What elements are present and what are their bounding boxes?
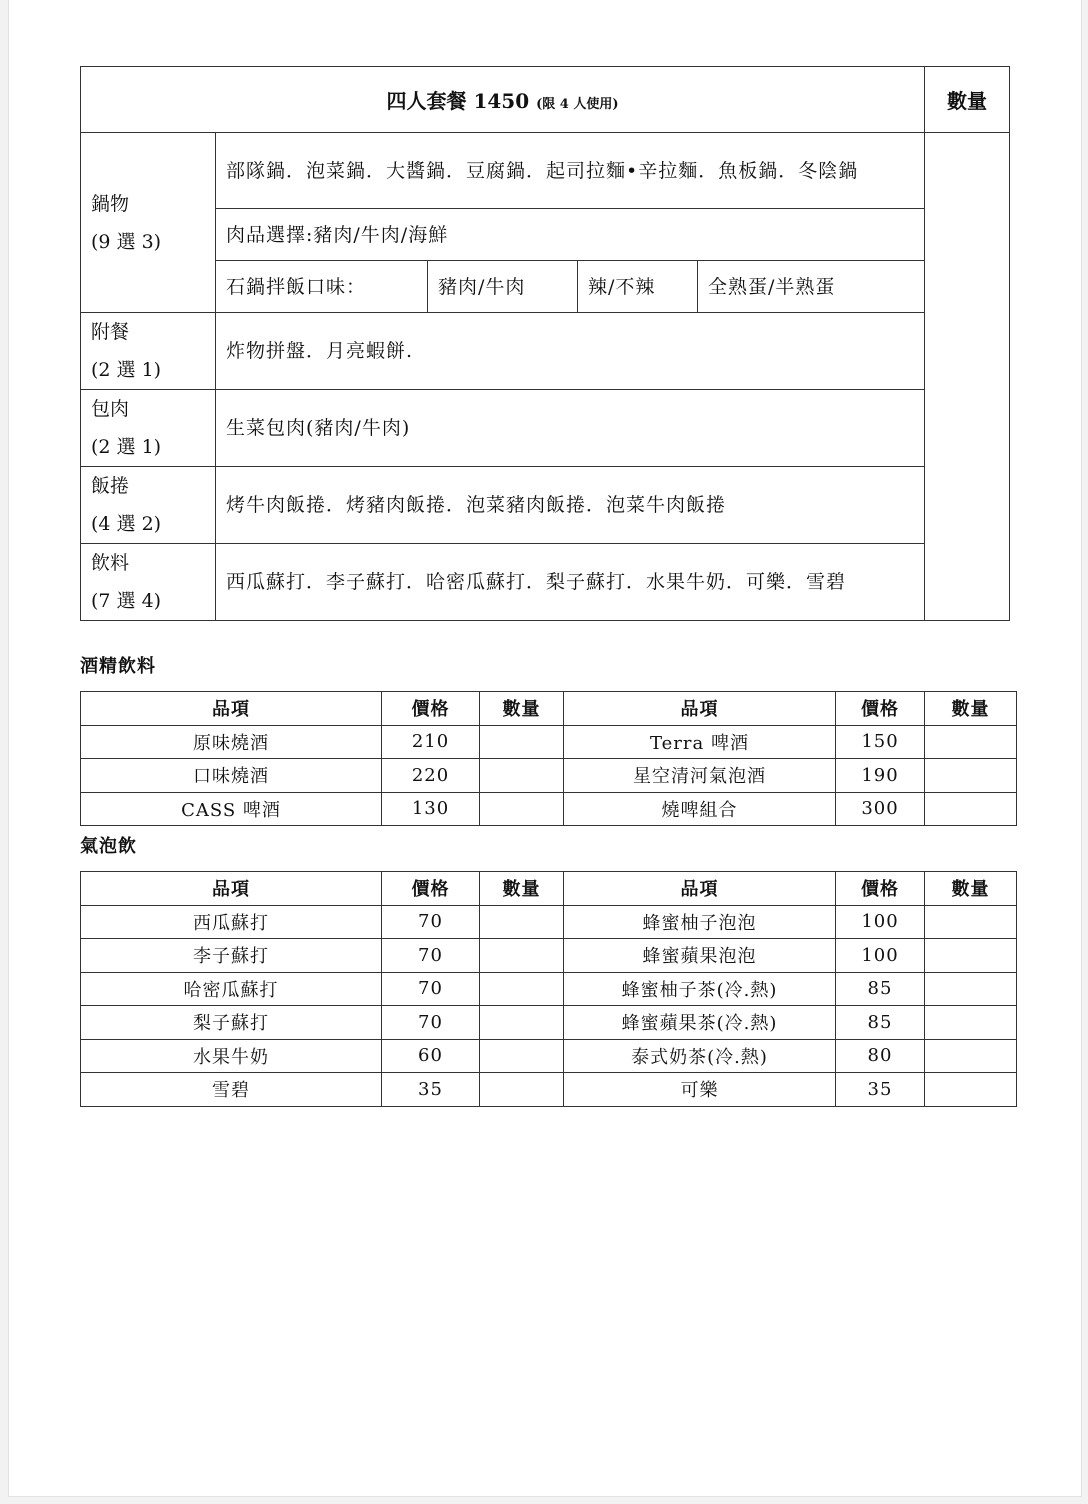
soda-header-row	[81, 872, 1017, 906]
soda-price-left: 70	[382, 939, 480, 973]
roll-category: 飯捲	[91, 475, 130, 497]
alcohol-table	[80, 691, 1017, 826]
alcohol-item-right: Terra 啤酒	[564, 725, 836, 759]
soda-price-right: 80	[836, 1039, 925, 1073]
alcohol-qty-right[interactable]	[925, 725, 1017, 759]
soda-item-left: 梨子蘇打	[81, 1006, 382, 1040]
hotpot-options: 部隊鍋．泡菜鍋．大醬鍋．豆腐鍋．起司拉麵•辛拉麵．魚板鍋．冬陰鍋	[216, 133, 925, 209]
side-options: 炸物拼盤．月亮蝦餅.	[216, 313, 925, 390]
alcohol-item-left: 原味燒酒	[81, 725, 382, 759]
table-row	[81, 1039, 1017, 1073]
roll-category-cell	[81, 467, 216, 544]
soda-price-left: 60	[382, 1039, 480, 1073]
soda-item-left: 西瓜蘇打	[81, 905, 382, 939]
table-row	[81, 725, 1017, 759]
alcohol-header-qty-right: 數量	[925, 692, 1017, 726]
wrap-category-cell	[81, 390, 216, 467]
soda-qty-right[interactable]	[925, 939, 1017, 973]
soda-header-qty-left: 數量	[480, 872, 564, 906]
alcohol-price-left: 130	[382, 792, 480, 826]
soda-item-right: 可樂	[564, 1073, 836, 1107]
soda-qty-right[interactable]	[925, 905, 1017, 939]
soda-qty-right[interactable]	[925, 1039, 1017, 1073]
soda-price-right: 85	[836, 972, 925, 1006]
alcohol-price-left: 220	[382, 759, 480, 793]
soda-item-right: 蜂蜜柚子泡泡	[564, 905, 836, 939]
soda-price-right: 35	[836, 1073, 925, 1107]
alcohol-header-row	[81, 692, 1017, 726]
alcohol-item-right: 燒啤組合	[564, 792, 836, 826]
soda-qty-left[interactable]	[480, 905, 564, 939]
set-menu-table	[80, 66, 1010, 621]
table-row	[81, 972, 1017, 1006]
soda-header-price-right: 價格	[836, 872, 925, 906]
alcohol-item-left: CASS 啤酒	[81, 792, 382, 826]
set-qty-header: 數量	[925, 67, 1010, 133]
alcohol-price-right: 300	[836, 792, 925, 826]
soda-qty-left[interactable]	[480, 1006, 564, 1040]
alcohol-price-right: 190	[836, 759, 925, 793]
soda-price-left: 70	[382, 1006, 480, 1040]
soda-header-qty-right: 數量	[925, 872, 1017, 906]
soda-header-item-right: 品項	[564, 872, 836, 906]
soda-qty-right[interactable]	[925, 1006, 1017, 1040]
set-title: 四人套餐 1450	[386, 89, 530, 113]
soda-qty-left[interactable]	[480, 1039, 564, 1073]
wrap-options: 生菜包肉(豬肉/牛肉)	[216, 390, 925, 467]
soda-item-left: 雪碧	[81, 1073, 382, 1107]
soda-price-right: 100	[836, 905, 925, 939]
menu-page	[8, 0, 1082, 1497]
alcohol-item-left: 口味燒酒	[81, 759, 382, 793]
bibimbap-spicy: 辣/不辣	[578, 261, 698, 313]
soda-price-left: 70	[382, 972, 480, 1006]
alcohol-price-left: 210	[382, 725, 480, 759]
table-row	[81, 939, 1017, 973]
wrap-rule: (2 選 1)	[91, 436, 162, 458]
soda-header-price-left: 價格	[382, 872, 480, 906]
set-qty-cell[interactable]	[925, 133, 1010, 621]
alcohol-qty-right[interactable]	[925, 759, 1017, 793]
soda-item-left: 哈密瓜蘇打	[81, 972, 382, 1006]
alcohol-price-right: 150	[836, 725, 925, 759]
soda-price-right: 100	[836, 939, 925, 973]
alcohol-header-price-right: 價格	[836, 692, 925, 726]
table-row	[81, 905, 1017, 939]
soda-qty-left[interactable]	[480, 939, 564, 973]
hotpot-category-cell	[81, 133, 216, 313]
soda-item-right: 泰式奶茶(冷.熱)	[564, 1039, 836, 1073]
set-title-note: (限 4 人使用)	[536, 97, 619, 112]
side-category-cell	[81, 313, 216, 390]
drink-options: 西瓜蘇打．李子蘇打．哈密瓜蘇打．梨子蘇打．水果牛奶．可樂．雪碧	[216, 544, 925, 621]
alcohol-header-item-right: 品項	[564, 692, 836, 726]
table-row	[81, 759, 1017, 793]
set-title-cell	[81, 67, 925, 133]
roll-options: 烤牛肉飯捲．烤豬肉飯捲．泡菜豬肉飯捲．泡菜牛肉飯捲	[216, 467, 925, 544]
hotpot-category: 鍋物	[91, 192, 130, 215]
alcohol-header-qty-left: 數量	[480, 692, 564, 726]
soda-item-right: 蜂蜜柚子茶(冷.熱)	[564, 972, 836, 1006]
bibimbap-label: 石鍋拌飯口味：	[216, 261, 428, 313]
alcohol-qty-left[interactable]	[480, 725, 564, 759]
roll-rule: (4 選 2)	[91, 513, 162, 535]
soda-header-item-left: 品項	[81, 872, 382, 906]
drink-rule: (7 選 4)	[91, 590, 162, 612]
soda-table	[80, 871, 1017, 1107]
wrap-category: 包肉	[91, 398, 130, 420]
table-row	[81, 1006, 1017, 1040]
side-rule: (2 選 1)	[91, 359, 162, 381]
soda-item-left: 李子蘇打	[81, 939, 382, 973]
soda-qty-right[interactable]	[925, 1073, 1017, 1107]
soda-price-left: 35	[382, 1073, 480, 1107]
hotpot-rule: (9 選 3)	[91, 230, 162, 253]
soda-price-right: 85	[836, 1006, 925, 1040]
soda-item-left: 水果牛奶	[81, 1039, 382, 1073]
alcohol-qty-right[interactable]	[925, 792, 1017, 826]
drink-category-cell	[81, 544, 216, 621]
table-row	[81, 1073, 1017, 1107]
soda-qty-left[interactable]	[480, 1073, 564, 1107]
hotpot-meat: 肉品選擇:豬肉/牛肉/海鮮	[216, 209, 925, 261]
soda-qty-right[interactable]	[925, 972, 1017, 1006]
soda-item-right: 蜂蜜蘋果茶(冷.熱)	[564, 1006, 836, 1040]
soda-title: 氣泡飲	[80, 836, 137, 857]
alcohol-qty-left[interactable]	[480, 792, 564, 826]
alcohol-qty-left[interactable]	[480, 759, 564, 793]
soda-item-right: 蜂蜜蘋果泡泡	[564, 939, 836, 973]
alcohol-header-item-left: 品項	[81, 692, 382, 726]
soda-qty-left[interactable]	[480, 972, 564, 1006]
drink-category: 飲料	[91, 552, 130, 574]
bibimbap-meat: 豬肉/牛肉	[428, 261, 578, 313]
alcohol-item-right: 星空清河氣泡酒	[564, 759, 836, 793]
bibimbap-egg: 全熟蛋/半熟蛋	[698, 261, 925, 313]
side-category: 附餐	[91, 321, 130, 343]
table-row	[81, 792, 1017, 826]
alcohol-title: 酒精飲料	[80, 656, 156, 677]
alcohol-header-price-left: 價格	[382, 692, 480, 726]
soda-price-left: 70	[382, 905, 480, 939]
